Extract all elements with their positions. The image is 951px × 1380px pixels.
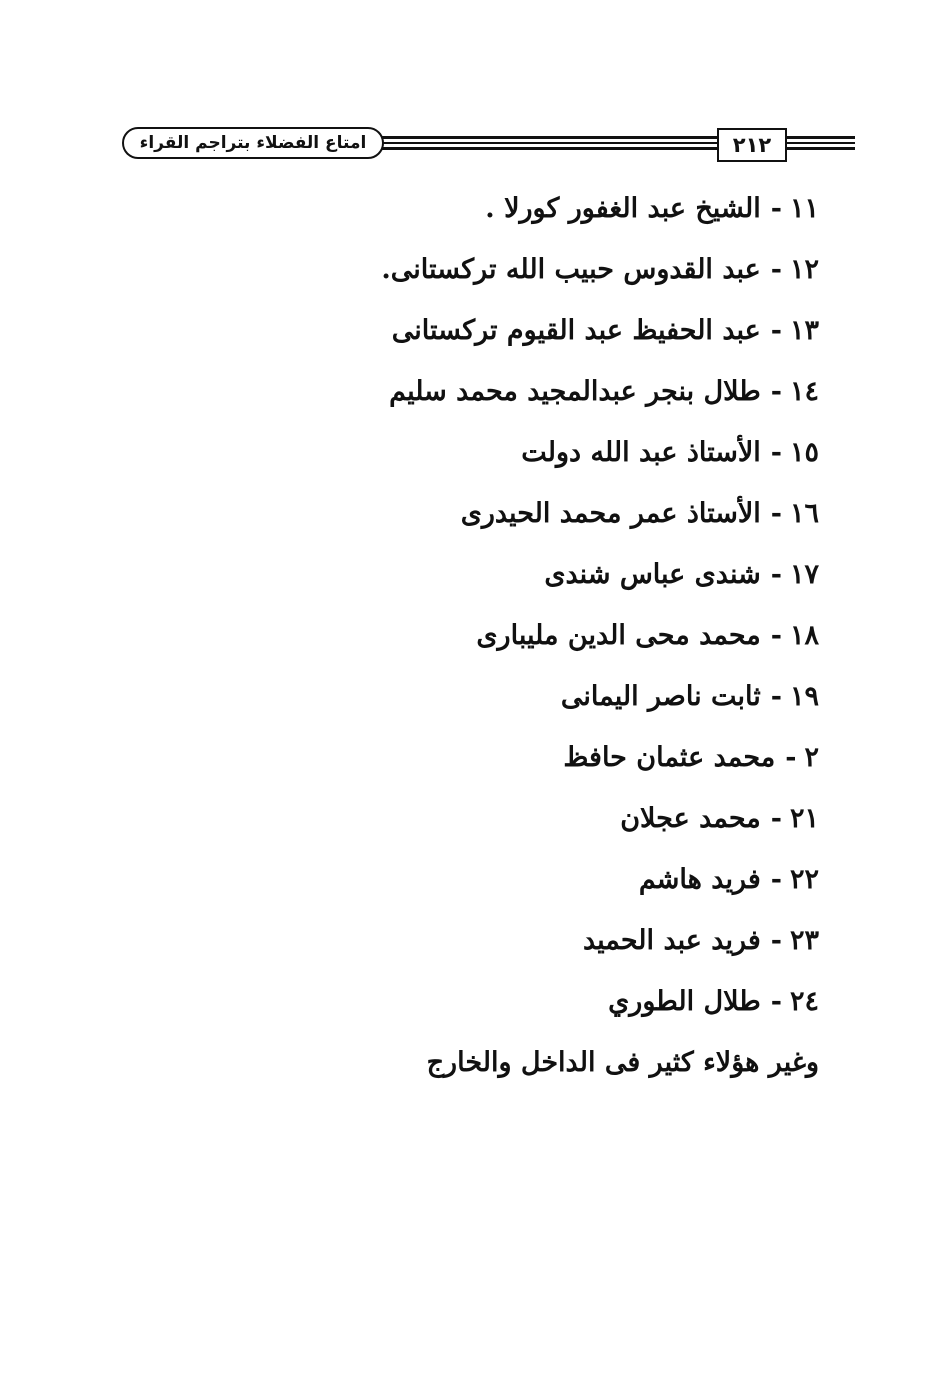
names-list: [299, 178, 819, 1093]
list-item: [299, 605, 819, 666]
list-item: [299, 239, 819, 300]
item-dash: -: [770, 986, 782, 1017]
item-number: ٢١: [789, 803, 819, 834]
item-name: محمد عجلان: [620, 803, 761, 834]
closing-line: وغير هؤلاء كثير فى الداخل والخارج: [426, 1047, 819, 1078]
item-name: الشيخ عبد الغفور كورلا .: [485, 193, 761, 224]
page-number: ٢١٢: [717, 128, 787, 162]
item-number: ١٩: [789, 681, 819, 712]
item-name: الأستاذ عمر محمد الحيدرى: [460, 498, 761, 529]
item-number: ٢٤: [789, 986, 819, 1017]
list-item: [299, 300, 819, 361]
item-number: ١٢: [789, 254, 819, 285]
item-name: الأستاذ عبد الله دولت: [521, 437, 761, 468]
item-name: محمد عثمان حافظ: [563, 742, 776, 773]
list-item: [299, 361, 819, 422]
item-name: عبد القدوس حبيب الله تركستانى.: [381, 254, 761, 285]
item-dash: -: [770, 376, 782, 407]
item-number: ١٤: [789, 376, 819, 407]
item-number: ٢: [804, 742, 819, 773]
page-header: [120, 124, 855, 168]
item-name: عبد الحفيظ عبد القيوم تركستانى: [391, 315, 761, 346]
list-item: [299, 849, 819, 910]
item-dash: -: [770, 315, 782, 346]
list-item: [299, 178, 819, 239]
item-number: ١٣: [789, 315, 819, 346]
list-item: [299, 483, 819, 544]
item-name: طلال بنجر عبدالمجيد محمد سليم: [389, 376, 761, 407]
item-name: شندى عباس شندى: [544, 559, 761, 590]
item-dash: -: [770, 681, 782, 712]
list-item: [299, 971, 819, 1032]
item-name: طلال الطوري: [608, 986, 761, 1017]
item-dash: -: [770, 254, 782, 285]
list-item: [299, 544, 819, 605]
item-name: فريد عبد الحميد: [582, 925, 761, 956]
item-dash: -: [770, 864, 782, 895]
list-item: [299, 422, 819, 483]
book-title: امتاع الفضلاء بتراجم القراء: [122, 127, 384, 159]
item-dash: -: [770, 925, 782, 956]
item-dash: -: [770, 193, 782, 224]
list-item: [299, 788, 819, 849]
item-number: ٢٢: [789, 864, 819, 895]
item-number: ١٧: [789, 559, 819, 590]
item-number: ١٨: [789, 620, 819, 651]
item-number: ١١: [789, 193, 819, 224]
item-number: ١٥: [789, 437, 819, 468]
item-number: ١٦: [789, 498, 819, 529]
item-name: فريد هاشم: [638, 864, 761, 895]
item-dash: -: [770, 437, 782, 468]
list-item: [299, 666, 819, 727]
list-item: [299, 727, 819, 788]
item-dash: -: [770, 559, 782, 590]
item-dash: -: [770, 498, 782, 529]
item-name: محمد محى الدين مليبارى: [476, 620, 761, 651]
item-dash: -: [770, 620, 782, 651]
item-dash: -: [785, 742, 797, 773]
list-item: [299, 910, 819, 971]
item-number: ٢٣: [789, 925, 819, 956]
item-name: ثابت ناصر اليمانى: [560, 681, 761, 712]
item-dash: -: [770, 803, 782, 834]
